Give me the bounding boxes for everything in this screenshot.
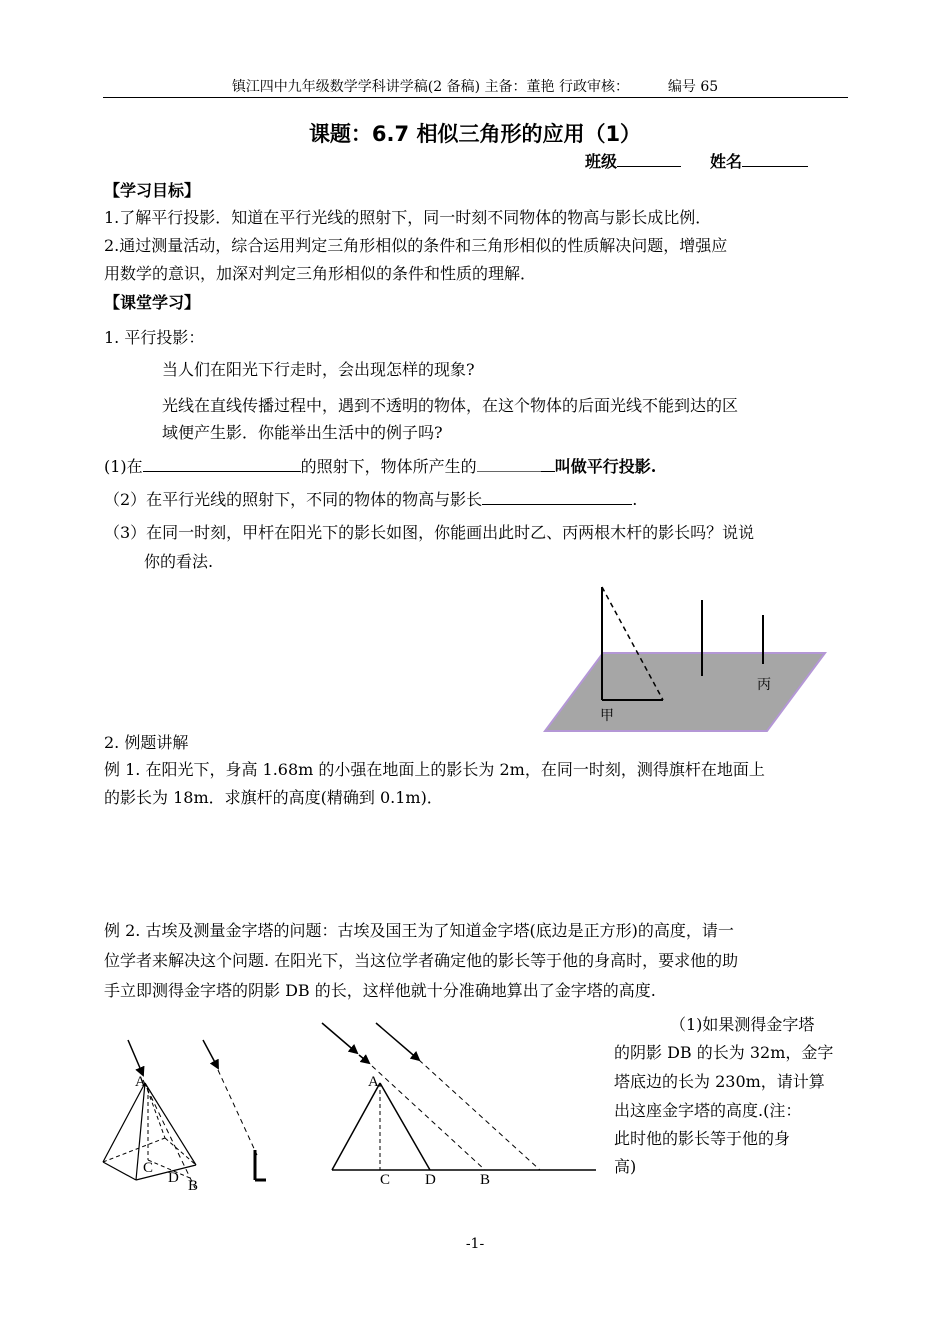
class-label: 班级 (585, 152, 618, 171)
fig2-label-B: B (188, 1178, 199, 1194)
label-jia: 甲 (600, 708, 614, 724)
classroom-heading: 【课堂学习】 (104, 293, 201, 312)
fill-question-3-line-1: （3）在同一时刻，甲杆在阳光下的影长如图，你能画出此时乙、丙两根木杆的影长吗？说说 (104, 523, 755, 542)
fig3-label-C: C (380, 1172, 391, 1188)
section-2-title: 2. 例题讲解 (104, 733, 189, 752)
question-line-2: 的阴影 DB 的长为 32m，金字 (614, 1043, 834, 1062)
question-line-4: 出这座金字塔的高度.(注： (614, 1101, 802, 1120)
fig3-label-D: D (425, 1172, 436, 1188)
question-line-3: 塔底边的长为 230m，请计算 (614, 1072, 825, 1091)
example-2-line-1: 例 2. 古埃及测量金字塔的问题：古埃及国王为了知道金字塔(底边是正方形)的高度，请一 (104, 921, 734, 940)
name-label: 姓名 (710, 152, 743, 171)
pyramid-left-edge (332, 1083, 380, 1170)
goal-item-2-line-2: 用数学的意识，加深对判定三角形相似的条件和性质的理解． (104, 264, 537, 283)
section-ray-arrow-2 (376, 1023, 419, 1060)
goal-item-2-line-1: 2.通过测量活动，综合运用判定三角形相似的条件和三角形相似的性质解决问题，增强应 (104, 236, 728, 255)
fig3-label-B: B (480, 1172, 491, 1188)
section-1-title: 1. 平行投影： (104, 328, 205, 347)
section-ray-dashed-2 (419, 1060, 540, 1170)
header-number: 编号 65 (667, 79, 719, 95)
fill-1-part-b: 的照射下，物体所产生的 (300, 457, 477, 476)
fill-question-3-line-2: 你的看法. (144, 552, 214, 571)
question-line-5: 此时他的影长等于他的身 (614, 1129, 791, 1148)
goal-item-1: 1.了解平行投影．知道在平行光线的照射下，同一时刻不同物体的物高与影长成比例． (104, 208, 712, 227)
example-2-line-2: 位学者来解决这个问题. 在阳光下，当这位学者确定他的影长等于他的身高时，要求他的助 (104, 951, 739, 970)
goals-heading: 【学习目标】 (104, 181, 201, 200)
section-ray-dashed-1 (372, 1066, 485, 1170)
paragraph-line-1: 光线在直线传播过程中，遇到不透明的物体，在这个物体的后面光线不能到达的区 (162, 396, 739, 415)
question-line-6: 高) (614, 1157, 637, 1176)
fig2-label-D: D (168, 1170, 179, 1186)
section-ray-arrow-1b (359, 1055, 369, 1063)
fill-1-part-c: 叫做平行投影. (554, 457, 657, 476)
pyramid-right-edge (380, 1083, 430, 1170)
question-line: 当人们在阳光下行走时，会出现怎样的现象? (162, 360, 475, 379)
fill-2-text: （2）在平行光线的照射下，不同的物体的物高与影长 (104, 490, 483, 509)
page-title: 课题：6.7 相似三角形的应用（1） (308, 122, 642, 146)
paragraph-line-2: 域便产生影．你能举出生活中的例子吗? (162, 423, 443, 442)
fig3-label-A: A (368, 1074, 379, 1090)
fill-2-end: . (632, 490, 638, 509)
example-2-line-3: 手立即测得金字塔的阴影 DB 的长，这样他就十分准确地算出了金字塔的高度. (104, 981, 656, 1000)
header-text: 镇江四中九年级数学学科讲学稿(2 备稿) 主备：董艳 行政审核： (231, 79, 629, 95)
example-1-line-1: 例 1. 在阳光下，身高 1.68m 的小强在地面上的影长为 2m，在同一时刻，测得旗杆在地面上 (104, 760, 765, 779)
fill-1-part-a: (1)在 (104, 457, 143, 476)
fig2-label-C: C (143, 1160, 154, 1176)
page-number: -1- (465, 1236, 485, 1252)
example-1-line-2: 的影长为 18m．求旗杆的高度(精确到 0.1m)． (104, 788, 443, 807)
label-bing: 丙 (757, 677, 771, 693)
fig2-label-A: A (135, 1074, 146, 1090)
section-ray-arrow-1 (322, 1023, 357, 1053)
question-line-1: （1)如果测得金字塔 (670, 1015, 815, 1034)
